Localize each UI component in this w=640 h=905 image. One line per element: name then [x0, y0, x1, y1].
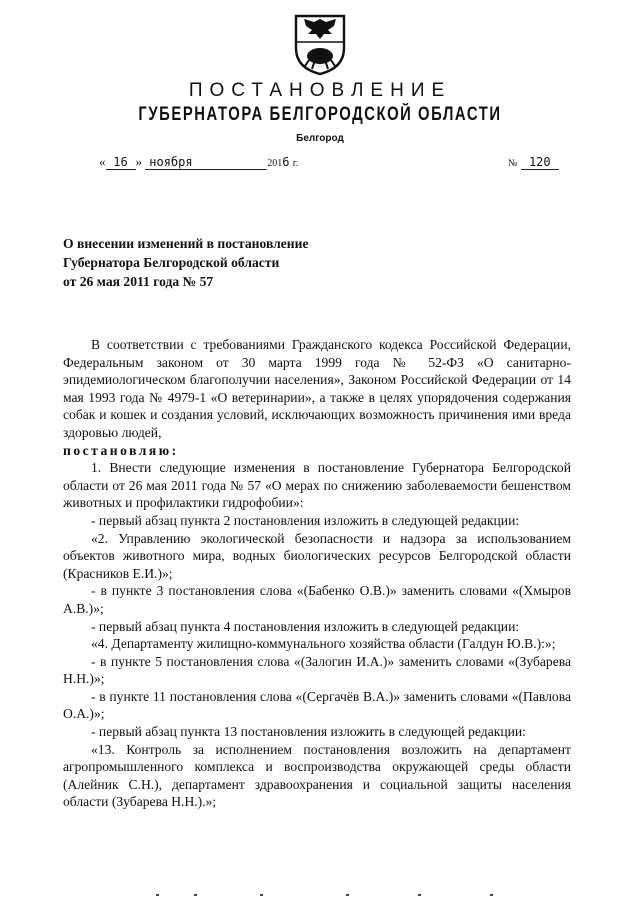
document-subject [63, 234, 308, 291]
date-month: ноября [145, 155, 267, 170]
item-paragraph-1: 1. Внести следующие изменения в постановление Губернатора Белгородской области от 26 мая 2011 года № 57 «О мерах по снижению заболеваемости бешенством животных и профилактики гидрофобии»: [63, 460, 571, 511]
document-number: 120 [521, 155, 559, 170]
date-quote-close: » [135, 154, 142, 169]
decree-word: постановляю: [63, 442, 179, 458]
item-paragraph-8: - в пункте 11 постановления слова «(Сергачёв В.А.)» заменить словами «(Павлова О.А.)»; [63, 688, 571, 722]
date-year-prefix: 201 [267, 158, 283, 169]
item-paragraph-5: - первый абзац пункта 4 постановления изложить в следующей редакции: [91, 618, 520, 634]
date-field [99, 154, 298, 170]
subject-line-1: О внесении изменений в постановление [63, 236, 309, 251]
date-day: 16 [106, 155, 136, 170]
issuer-heading: ГУБЕРНАТОРА БЕЛГОРОДСКОЙ ОБЛАСТИ [138, 104, 502, 125]
subject-line-3: от 26 мая 2011 года № 57 [63, 274, 214, 289]
item-paragraph-6: «4. Департаменту жилищно-коммунального хозяйства области (Галдун Ю.В.):»; [91, 636, 556, 652]
preamble-paragraph: В соответствии с требованиями Гражданского кодекса Российской Федерации, Федеральным законом от 30 марта 1999 года № 52-ФЗ «О санитарно-эпидемиологическом благополучии населения», Законом Российской Федерации от 14 мая 1993 года № 4979-1 «О ветеринарии», а также в целях упорядочения содержания собак и кошек и создания условий, исключающих возможность причинения ими вреда здоровью людей, [63, 337, 571, 440]
date-year-unit: г. [292, 158, 299, 169]
document-number-field [508, 154, 559, 170]
city-label: Белгород [296, 133, 344, 144]
item-paragraph-3: «2. Управлению экологической безопасности и надзора за использованием объектов животного мира, водных биологических ресурсов Белгородской области (Красников Е.И.)»; [63, 530, 571, 581]
item-paragraph-2: - первый абзац пункта 2 постановления изложить в следующей редакции: [91, 512, 520, 528]
date-quote-open: « [99, 154, 106, 169]
item-paragraph-10: «13. Контроль за исполнением постановления возложить на департамент агропромышленного комплекса и воспроизводства окружающей среды области (Алейник С.Н.), департамент здравоохранения и социальной защиты населения области (Зубарева Н.Н.).»; [63, 741, 571, 810]
item-paragraph-7: - в пункте 5 постановления слова «(Залогин И.А.)» заменить словами «(Зубарева Н.Н.)»; [63, 653, 571, 687]
date-year-suffix: 6 [282, 155, 290, 169]
document-body [63, 336, 571, 811]
scan-artifacts [150, 894, 510, 900]
belgorod-coat-of-arms-icon [292, 8, 348, 76]
number-label: № [508, 158, 518, 169]
document-type-heading: ПОСТАНОВЛЕНИЕ [188, 80, 452, 101]
item-paragraph-9: - первый абзац пункта 13 постановления изложить в следующей редакции: [91, 724, 526, 740]
subject-line-2: Губернатора Белгородской области [63, 255, 280, 270]
item-paragraph-4: - в пункте 3 постановления слова «(Бабенко О.В.)» заменить словами «(Хмыров А.В.)»; [63, 583, 571, 616]
